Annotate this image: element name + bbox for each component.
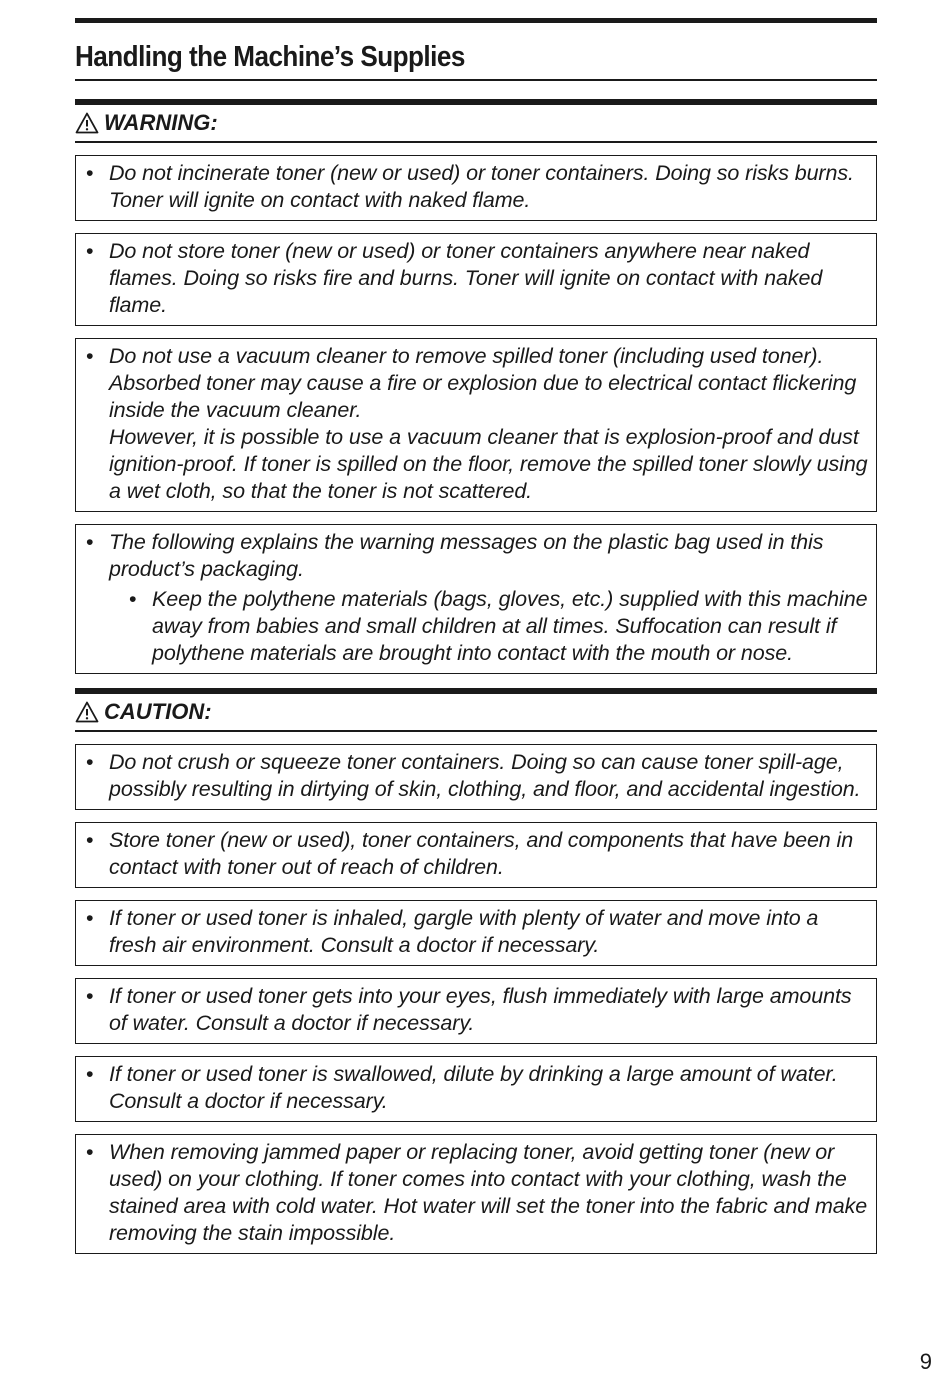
warning-text-continued: However, it is possible to use a vacuum cleaner that is explosion-proof and dust ignition-proof. If toner is spilled on the floor, remove the spilled toner slowly using a wet cloth, so that the toner is not scattered.	[109, 425, 868, 503]
warning-text: Do not store toner (new or used) or toner containers anywhere near naked flames. Doing so risks fire and burns. Toner will ignite on contact with naked flame.	[109, 239, 823, 317]
section-rule	[75, 141, 877, 143]
top-rule	[75, 18, 877, 23]
bullet-dot: •	[86, 530, 94, 554]
caution-text: If toner or used toner is swallowed, dilute by drinking a large amount of water. Consult a doctor if necessary.	[109, 1062, 838, 1113]
caution-box	[75, 978, 877, 1044]
caution-box	[75, 822, 877, 888]
caution-box	[75, 1056, 877, 1122]
caution-box	[75, 744, 877, 810]
warning-box	[75, 233, 877, 326]
bullet-dot: •	[86, 750, 94, 774]
caution-text: When removing jammed paper or replacing toner, avoid getting toner (new or used) on your clothing. If toner comes into contact with your clothing, wash the stained area with cold water. Hot water will set the toner into the fabric and make removing the stain impossible.	[109, 1140, 868, 1245]
caution-text: Store toner (new or used), toner containers, and components that have been in contact with toner out of reach of children.	[109, 828, 854, 879]
bullet-dot: •	[86, 1140, 94, 1164]
warning-subitem-text: Keep the polythene materials (bags, gloves, etc.) supplied with this machine away from babies and small children at all times. Suffocation can result if polythene materials are brought into contact with the mouth or nose.	[152, 587, 868, 665]
bullet-dot: •	[86, 344, 94, 368]
bullet-dot: •	[86, 161, 94, 185]
warning-text: Do not use a vacuum cleaner to remove spilled toner (including used toner). Absorbed toner may cause a fire or explosion due to electrical contact flickering inside the vacuum cleaner.	[109, 344, 857, 422]
caution-box	[75, 900, 877, 966]
sub-bullet-dot: •	[129, 587, 137, 611]
warning-section-header	[75, 99, 877, 143]
title-rule	[75, 79, 877, 81]
caution-text: If toner or used toner gets into your eyes, flush immediately with large amounts of water. Consult a doctor if necessary.	[109, 984, 852, 1035]
warning-text: The following explains the warning messages on the plastic bag used in this product’s packaging.	[109, 530, 824, 581]
caution-text: Do not crush or squeeze toner containers. Doing so can cause toner spill-age, possibly resulting in dirtying of skin, clothing, and floor, and accidental ingestion.	[109, 750, 861, 801]
warning-box	[75, 155, 877, 221]
warning-triangle-icon	[75, 701, 99, 723]
warning-box	[75, 338, 877, 512]
bullet-dot: •	[86, 828, 94, 852]
warning-text: Do not incinerate toner (new or used) or toner containers. Doing so risks burns. Toner will ignite on contact with naked flame.	[109, 161, 854, 212]
page-number: 9	[919, 1349, 932, 1374]
warning-triangle-icon	[75, 112, 99, 134]
document-page	[75, 18, 877, 1254]
caution-section-header	[75, 688, 877, 732]
warning-label: WARNING:	[104, 110, 218, 135]
bullet-dot: •	[86, 984, 94, 1008]
warning-box	[75, 524, 877, 674]
caution-label: CAUTION:	[104, 699, 212, 724]
bullet-dot: •	[86, 1062, 94, 1086]
bullet-dot: •	[86, 239, 94, 263]
bullet-dot: •	[86, 906, 94, 930]
caution-box	[75, 1134, 877, 1254]
caution-text: If toner or used toner is inhaled, gargle with plenty of water and move into a fresh air environment. Consult a doctor if necessary.	[109, 906, 819, 957]
section-rule	[75, 730, 877, 732]
page-title: Handling the Machine’s Supplies	[75, 41, 465, 73]
